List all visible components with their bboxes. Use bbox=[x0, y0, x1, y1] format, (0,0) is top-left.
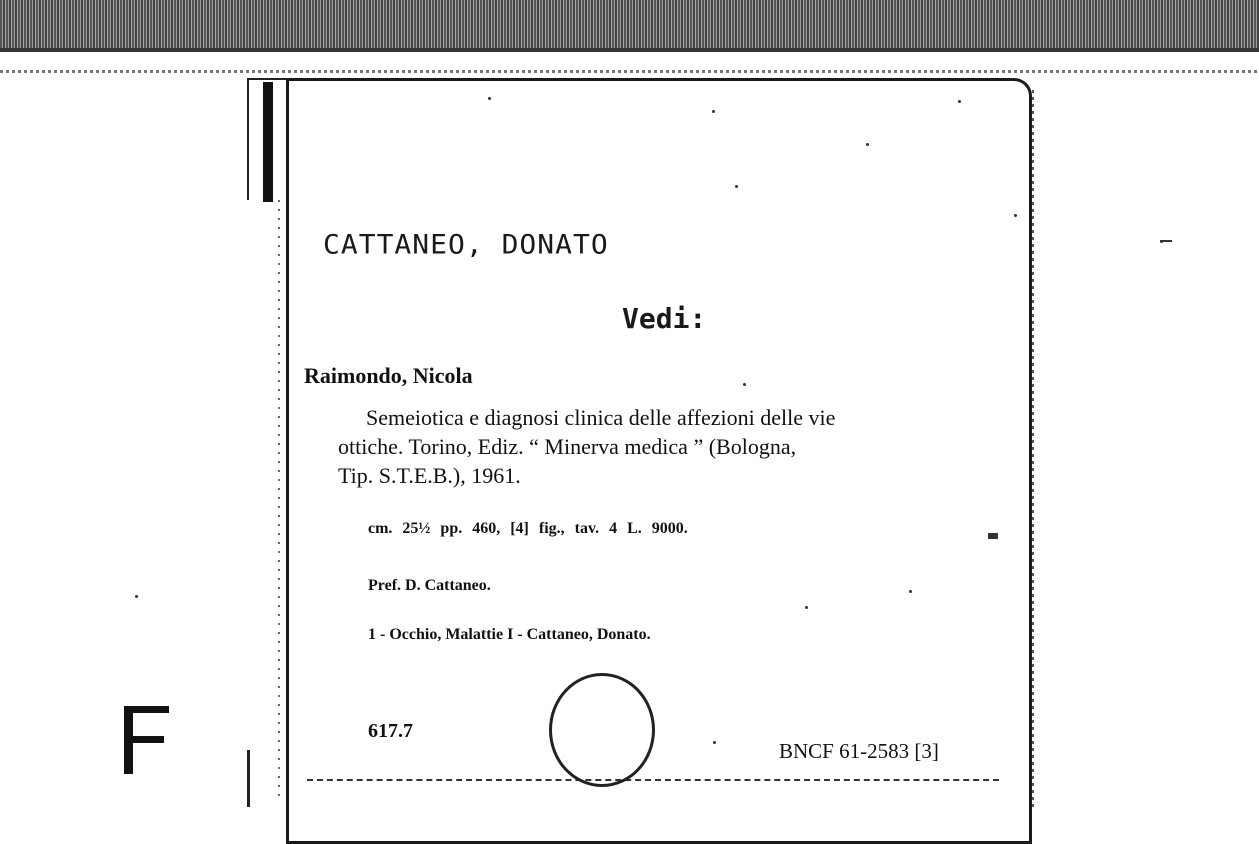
card-subjects: 1 - Occhio, Malattie I - Cattaneo, Donato. bbox=[368, 626, 651, 643]
scan-speck bbox=[909, 590, 912, 593]
drawer-letter bbox=[124, 706, 169, 774]
scan-speck bbox=[866, 143, 869, 146]
card-author: Raimondo, Nicola bbox=[304, 363, 473, 388]
card-left-edge bbox=[278, 200, 280, 800]
scan-speck bbox=[743, 383, 746, 386]
scan-speck bbox=[135, 595, 138, 598]
scan-top-border bbox=[0, 0, 1259, 48]
card-catalog-number: BNCF 61-2583 [3] bbox=[779, 739, 939, 763]
card-title-block bbox=[338, 403, 1003, 490]
title-line: Tip. S.T.E.B.), 1961. bbox=[338, 463, 521, 488]
scan-dash bbox=[1160, 240, 1172, 242]
scan-speck bbox=[712, 110, 715, 113]
scan-speck bbox=[1014, 214, 1017, 217]
card-note: Pref. D. Cattaneo. bbox=[368, 577, 491, 594]
see-reference: Vedi: bbox=[622, 302, 707, 335]
card-heading: CATTANEO, DONATO bbox=[323, 228, 609, 261]
card-collation: cm. 25½ pp. 460, [4] fig., tav. 4 L. 9000. bbox=[368, 520, 688, 537]
card-punch-hole bbox=[549, 673, 655, 787]
title-line: ottiche. Torino, Ediz. “ Minerva medica ” (Bologna, bbox=[338, 434, 797, 459]
card-right-edge bbox=[1032, 90, 1034, 807]
scan-speck bbox=[805, 606, 808, 609]
title-line: Semeiotica e diagnosi clinica delle affezioni delle vie bbox=[366, 405, 836, 430]
scan-speck bbox=[735, 185, 738, 188]
scan-speck bbox=[488, 97, 491, 100]
card-classmark: 617.7 bbox=[368, 720, 413, 742]
scan-speck bbox=[713, 741, 716, 744]
card-bottom-rule bbox=[307, 779, 999, 781]
scan-rule bbox=[0, 70, 1259, 73]
scan-dash bbox=[988, 533, 998, 539]
card-bottom-left-mark bbox=[247, 750, 270, 807]
scan-speck bbox=[958, 100, 961, 103]
